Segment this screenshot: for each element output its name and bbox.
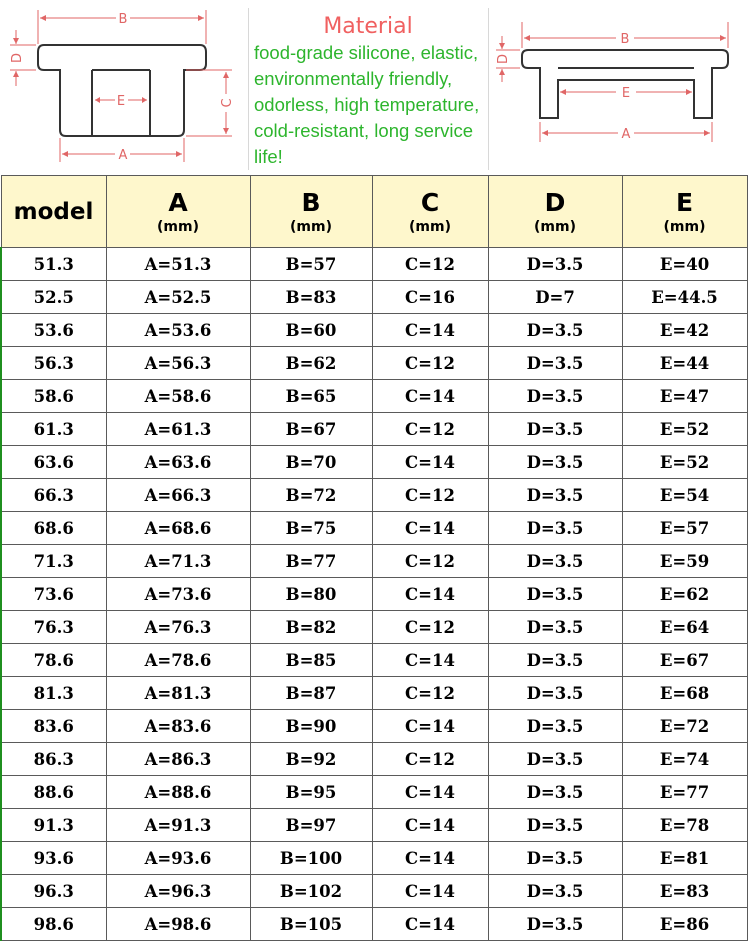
cell-c: C=14 [372, 314, 488, 347]
cell-e: E=68 [622, 677, 747, 710]
table-row [1, 611, 747, 644]
cell-model: 91.3 [1, 809, 106, 842]
cell-model: 83.6 [1, 710, 106, 743]
cell-e: E=64 [622, 611, 747, 644]
cell-c: C=14 [372, 776, 488, 809]
cell-b: B=65 [250, 380, 372, 413]
table-row [1, 908, 747, 941]
header-row [1, 176, 747, 248]
cell-e: E=44.5 [622, 281, 747, 314]
cell-b: B=80 [250, 578, 372, 611]
cell-model: 56.3 [1, 347, 106, 380]
column-header-e: E (mm) [622, 176, 747, 248]
cell-e: E=74 [622, 743, 747, 776]
cell-d: D=3.5 [488, 446, 622, 479]
cell-b: B=57 [250, 248, 372, 281]
dim-label-c: C [220, 98, 235, 108]
dim-label-e: E [116, 94, 126, 109]
cell-a: A=51.3 [106, 248, 250, 281]
table-row [1, 446, 747, 479]
cell-c: C=14 [372, 446, 488, 479]
cell-e: E=62 [622, 578, 747, 611]
cell-d: D=3.5 [488, 380, 622, 413]
cell-a: A=52.5 [106, 281, 250, 314]
cell-b: B=75 [250, 512, 372, 545]
cell-d: D=3.5 [488, 875, 622, 908]
dim-label-b: B [118, 12, 128, 27]
cell-e: E=42 [622, 314, 747, 347]
cell-e: E=77 [622, 776, 747, 809]
cell-model: 78.6 [1, 644, 106, 677]
cell-a: A=71.3 [106, 545, 250, 578]
cell-e: E=86 [622, 908, 747, 941]
cell-d: D=3.5 [488, 545, 622, 578]
table-row [1, 776, 747, 809]
cell-d: D=3.5 [488, 644, 622, 677]
cell-a: A=88.6 [106, 776, 250, 809]
cell-e: E=40 [622, 248, 747, 281]
material-line: life! [254, 146, 283, 167]
cell-e: E=54 [622, 479, 747, 512]
cell-e: E=57 [622, 512, 747, 545]
cell-a: A=86.3 [106, 743, 250, 776]
cell-e: E=67 [622, 644, 747, 677]
cell-a: A=78.6 [106, 644, 250, 677]
table-row [1, 875, 747, 908]
table-row [1, 479, 747, 512]
cell-c: C=12 [372, 248, 488, 281]
cell-b: B=87 [250, 677, 372, 710]
material-panel [248, 0, 488, 175]
cell-a: A=63.6 [106, 446, 250, 479]
table-row [1, 677, 747, 710]
plug-side-drawing [488, 0, 750, 175]
column-header-model: model [1, 176, 106, 248]
column-header-c: C (mm) [372, 176, 488, 248]
cell-a: A=66.3 [106, 479, 250, 512]
cell-b: B=83 [250, 281, 372, 314]
cell-b: B=95 [250, 776, 372, 809]
table-row [1, 743, 747, 776]
cell-d: D=3.5 [488, 842, 622, 875]
cell-a: A=68.6 [106, 512, 250, 545]
cell-d: D=3.5 [488, 248, 622, 281]
cell-e: E=52 [622, 413, 747, 446]
cell-b: B=82 [250, 611, 372, 644]
cell-c: C=12 [372, 611, 488, 644]
table-body [1, 248, 747, 941]
table-row [1, 578, 747, 611]
cell-c: C=12 [372, 545, 488, 578]
cell-model: 86.3 [1, 743, 106, 776]
dim-label-e: E [621, 86, 631, 101]
cell-model: 71.3 [1, 545, 106, 578]
cell-model: 61.3 [1, 413, 106, 446]
cell-d: D=3.5 [488, 677, 622, 710]
cell-b: B=60 [250, 314, 372, 347]
cell-d: D=3.5 [488, 347, 622, 380]
material-line: cold-resistant, long service [254, 120, 474, 141]
cell-e: E=81 [622, 842, 747, 875]
table-row [1, 347, 747, 380]
dim-label-b: B [620, 32, 630, 47]
cell-b: B=100 [250, 842, 372, 875]
cell-model: 76.3 [1, 611, 106, 644]
table-row [1, 512, 747, 545]
cell-b: B=70 [250, 446, 372, 479]
cell-c: C=14 [372, 842, 488, 875]
cell-a: A=58.6 [106, 380, 250, 413]
table-row [1, 413, 747, 446]
cell-d: D=3.5 [488, 611, 622, 644]
cell-d: D=3.5 [488, 776, 622, 809]
cell-c: C=16 [372, 281, 488, 314]
table-row [1, 281, 747, 314]
cell-a: A=83.6 [106, 710, 250, 743]
cell-model: 52.5 [1, 281, 106, 314]
cell-b: B=97 [250, 809, 372, 842]
plug-diagram-right [488, 0, 750, 175]
column-header-d: D (mm) [488, 176, 622, 248]
cell-d: D=7 [488, 281, 622, 314]
table-row [1, 809, 747, 842]
cell-b: B=102 [250, 875, 372, 908]
material-description [254, 40, 490, 170]
column-header-a: A (mm) [106, 176, 250, 248]
cell-c: C=12 [372, 743, 488, 776]
cell-a: A=81.3 [106, 677, 250, 710]
cell-e: E=59 [622, 545, 747, 578]
dim-label-a: A [118, 148, 128, 163]
cell-b: B=105 [250, 908, 372, 941]
cell-d: D=3.5 [488, 743, 622, 776]
cell-a: A=76.3 [106, 611, 250, 644]
table-row [1, 842, 747, 875]
cell-model: 93.6 [1, 842, 106, 875]
cell-model: 63.6 [1, 446, 106, 479]
plug-diagram-left [0, 0, 248, 175]
cell-model: 51.3 [1, 248, 106, 281]
cell-model: 53.6 [1, 314, 106, 347]
material-title: Material [323, 14, 413, 39]
cell-e: E=52 [622, 446, 747, 479]
cell-a: A=93.6 [106, 842, 250, 875]
cell-d: D=3.5 [488, 413, 622, 446]
cell-model: 88.6 [1, 776, 106, 809]
cell-c: C=14 [372, 380, 488, 413]
cell-model: 58.6 [1, 380, 106, 413]
cell-d: D=3.5 [488, 314, 622, 347]
dim-label-d: D [10, 52, 25, 64]
cell-b: B=72 [250, 479, 372, 512]
cell-b: B=90 [250, 710, 372, 743]
table-row [1, 710, 747, 743]
table-row [1, 314, 747, 347]
material-line: odorless, high temperature, [254, 94, 480, 115]
cell-c: C=14 [372, 710, 488, 743]
cell-c: C=12 [372, 347, 488, 380]
cell-b: B=85 [250, 644, 372, 677]
cell-c: C=14 [372, 809, 488, 842]
cell-e: E=78 [622, 809, 747, 842]
cell-c: C=14 [372, 908, 488, 941]
cell-model: 66.3 [1, 479, 106, 512]
cell-d: D=3.5 [488, 710, 622, 743]
cell-a: A=91.3 [106, 809, 250, 842]
material-line: food-grade silicone, elastic, [254, 42, 479, 63]
table-row [1, 644, 747, 677]
material-line: environmentally friendly, [254, 68, 453, 89]
cell-b: B=77 [250, 545, 372, 578]
cell-b: B=62 [250, 347, 372, 380]
cell-a: A=56.3 [106, 347, 250, 380]
table-header [1, 176, 747, 248]
cell-d: D=3.5 [488, 908, 622, 941]
cell-c: C=12 [372, 479, 488, 512]
cell-b: B=67 [250, 413, 372, 446]
cell-d: D=3.5 [488, 809, 622, 842]
cell-model: 96.3 [1, 875, 106, 908]
cell-b: B=92 [250, 743, 372, 776]
plug-dimension-drawing [0, 0, 248, 175]
dim-label-d: D [496, 53, 511, 65]
cell-e: E=44 [622, 347, 747, 380]
table-row [1, 545, 747, 578]
cell-model: 68.6 [1, 512, 106, 545]
cell-d: D=3.5 [488, 479, 622, 512]
cell-model: 81.3 [1, 677, 106, 710]
cell-a: A=98.6 [106, 908, 250, 941]
cell-a: A=73.6 [106, 578, 250, 611]
cell-c: C=14 [372, 578, 488, 611]
cell-d: D=3.5 [488, 512, 622, 545]
cell-e: E=83 [622, 875, 747, 908]
cell-e: E=72 [622, 710, 747, 743]
cell-c: C=12 [372, 677, 488, 710]
table-row [1, 248, 747, 281]
cell-c: C=12 [372, 413, 488, 446]
cell-c: C=14 [372, 512, 488, 545]
column-header-b: B (mm) [250, 176, 372, 248]
cell-model: 73.6 [1, 578, 106, 611]
top-section [0, 0, 750, 175]
spec-table [0, 175, 748, 941]
cell-a: A=53.6 [106, 314, 250, 347]
cell-a: A=96.3 [106, 875, 250, 908]
cell-model: 98.6 [1, 908, 106, 941]
dim-label-a: A [621, 127, 631, 142]
cell-d: D=3.5 [488, 578, 622, 611]
cell-c: C=14 [372, 875, 488, 908]
cell-a: A=61.3 [106, 413, 250, 446]
cell-c: C=14 [372, 644, 488, 677]
table-row [1, 380, 747, 413]
cell-e: E=47 [622, 380, 747, 413]
